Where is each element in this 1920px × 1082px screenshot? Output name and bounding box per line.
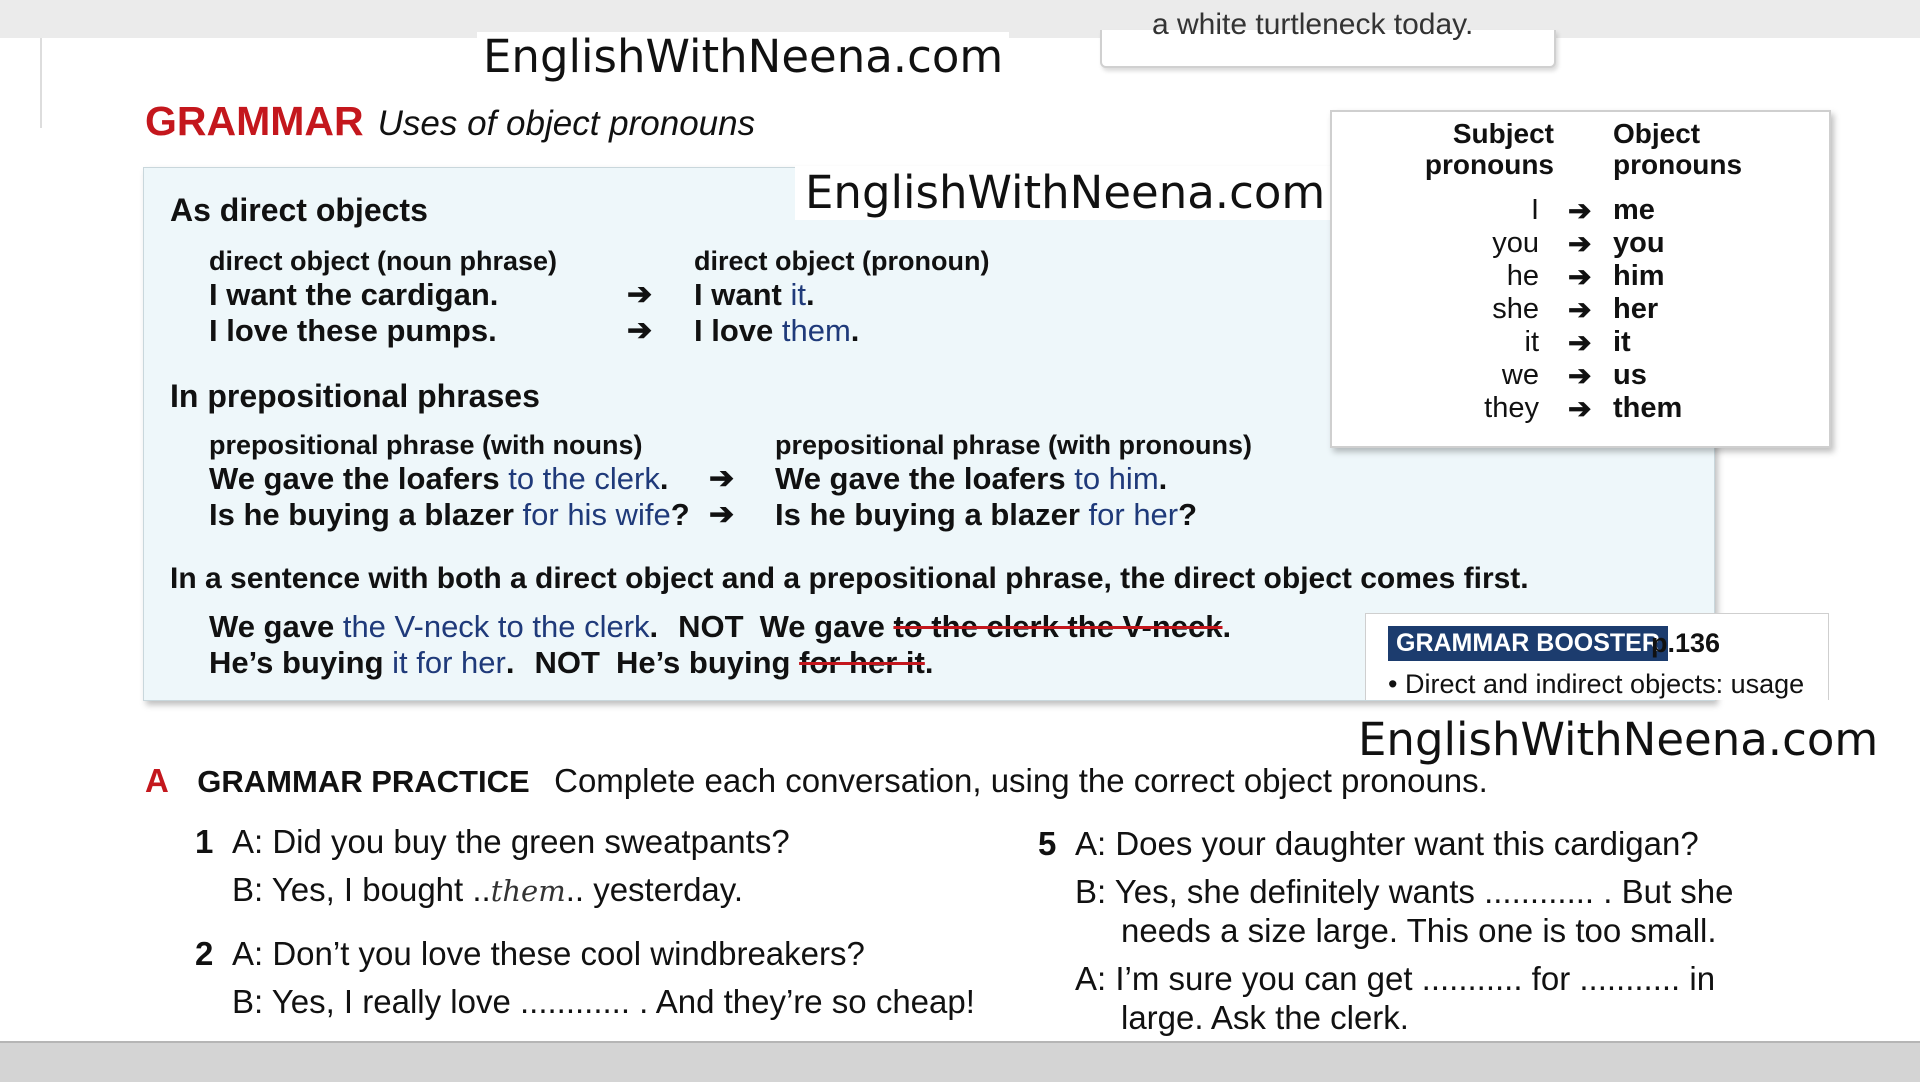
arrow-icon: ➔ xyxy=(1568,261,1592,292)
pronoun-row: it ➔ it xyxy=(1524,326,1631,358)
arrow-icon: ➔ xyxy=(709,462,735,495)
prepositional-heading: In prepositional phrases xyxy=(170,378,540,414)
direct-example-pronoun: I love them. xyxy=(694,313,860,348)
direct-col2-head: direct object (pronoun) xyxy=(694,246,990,276)
prep-example-pronoun: Is he buying a blazer for her? xyxy=(775,497,1198,532)
question-number: 5 xyxy=(1038,825,1057,862)
pronoun-row: she ➔ her xyxy=(1492,293,1659,325)
prep-example-pronoun: We gave the loafers to him. xyxy=(775,461,1168,496)
direct-example-noun: I love these pumps. xyxy=(209,313,497,348)
grammar-booster-item: • Direct and indirect objects: usage xyxy=(1388,669,1805,699)
question-number: 2 xyxy=(195,935,214,972)
pronoun-row: we ➔ us xyxy=(1501,359,1647,391)
arrow-icon: ➔ xyxy=(1568,393,1592,424)
word-order-rule: In a sentence with both a direct object and a prepositional phrase, the direct object comes first. xyxy=(170,562,1529,595)
object-pronouns-heading: Object pronouns xyxy=(1613,118,1743,180)
prep-col2-head: prepositional phrase (with pronouns) xyxy=(775,430,1253,460)
direct-col1-head: direct object (noun phrase) xyxy=(209,246,558,276)
arrow-icon: ➔ xyxy=(709,498,735,531)
pronoun-row: you ➔ you xyxy=(1492,227,1665,259)
arrow-icon: ➔ xyxy=(1568,294,1592,325)
page-edge xyxy=(40,38,42,128)
grammar-label: GRAMMAR xyxy=(145,98,364,144)
grammar-booster-page: p.136 xyxy=(1651,628,1721,658)
question-line: A: I’m sure you can get ........... for ........... in xyxy=(1075,960,1716,997)
grammar-subtitle: Uses of object pronouns xyxy=(377,104,756,143)
arrow-icon: ➔ xyxy=(627,314,653,347)
question-line: A: Don’t you love these cool windbreakers? xyxy=(232,935,865,972)
watermark: EnglishWithNeena.com xyxy=(795,166,1335,220)
arrow-icon: ➔ xyxy=(1568,360,1592,391)
prep-example-noun: Is he buying a blazer for his wife? xyxy=(209,497,690,532)
previous-exercise-card xyxy=(1100,8,1556,68)
pronoun-row: he ➔ him xyxy=(1506,260,1665,292)
bottom-bar xyxy=(0,1041,1920,1082)
question-line: A: Does your daughter want this cardigan? xyxy=(1075,825,1699,862)
word-order-example: He’s buying it for her. NOT He’s buying for her it. xyxy=(209,645,934,680)
pronoun-table xyxy=(1330,110,1831,448)
prep-example-noun: We gave the loafers to the clerk. xyxy=(209,461,669,496)
pronoun-row: I ➔ me xyxy=(1530,194,1655,226)
grammar-booster-box xyxy=(1365,613,1829,700)
watermark: EnglishWithNeena.com xyxy=(1350,713,1886,767)
question-line: A: Did you buy the green sweatpants? xyxy=(232,823,790,860)
direct-example-noun: I want the cardigan. xyxy=(209,277,499,312)
question-line: B: Yes, I bought ..them.. yesterday. xyxy=(232,871,743,908)
pronoun-row: they ➔ them xyxy=(1484,392,1683,424)
practice-instruction: Complete each conversation, using the correct object pronouns. xyxy=(554,762,1488,799)
subject-pronouns-heading: Subject pronouns xyxy=(1424,118,1554,180)
handwritten-answer: them xyxy=(490,874,566,908)
watermark: EnglishWithNeena.com xyxy=(477,32,1009,82)
direct-objects-heading: As direct objects xyxy=(170,192,428,228)
arrow-icon: ➔ xyxy=(1568,228,1592,259)
question-line: B: Yes, I really love ............ . And they’re so cheap! xyxy=(232,983,975,1020)
grammar-title xyxy=(145,98,755,145)
practice-title: GRAMMAR PRACTICE xyxy=(197,764,530,799)
practice-letter: A xyxy=(145,762,169,799)
grammar-booster-badge: GRAMMAR BOOSTER xyxy=(1388,626,1668,661)
arrow-icon: ➔ xyxy=(1568,327,1592,358)
question-line: needs a size large. This one is too small. xyxy=(1121,912,1717,949)
question-line: large. Ask the clerk. xyxy=(1121,999,1409,1036)
arrow-icon: ➔ xyxy=(627,278,653,311)
direct-example-pronoun: I want it. xyxy=(694,277,815,312)
prep-col1-head: prepositional phrase (with nouns) xyxy=(209,430,643,460)
word-order-example: We gave the V-neck to the clerk. NOT We gave to the clerk the V-neck. xyxy=(209,609,1232,644)
question-number: 1 xyxy=(195,823,214,860)
question-line: B: Yes, she definitely wants ............ . But she xyxy=(1075,873,1734,910)
arrow-icon: ➔ xyxy=(1568,195,1592,226)
previous-exercise-text: a white turtleneck today. xyxy=(1152,8,1474,41)
practice-header xyxy=(145,762,1488,800)
